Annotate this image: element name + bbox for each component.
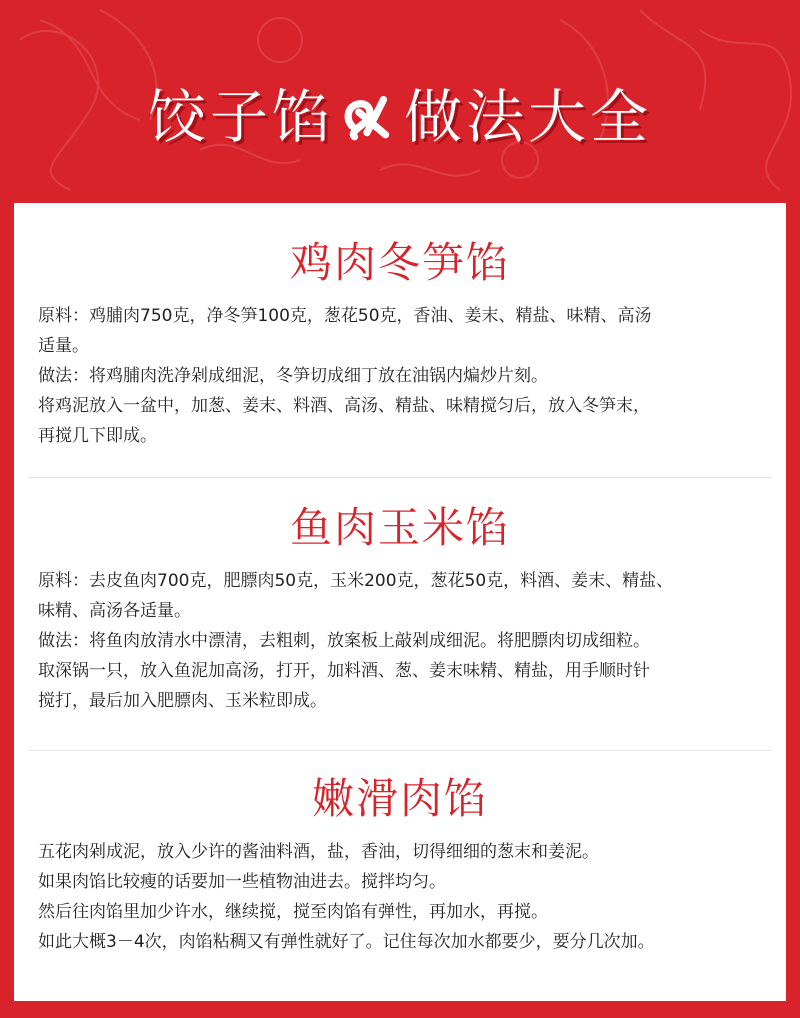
recipe-card: [14, 203, 786, 1001]
body-line: 取深锅一只，放入鱼泥加高汤，打开，加料酒、葱、姜末味精、精盐，用手顺时针: [38, 661, 650, 681]
body-line: 适量。: [38, 336, 89, 356]
recipe-section-chicken: [38, 203, 762, 478]
body-line: 搅打，最后加入肥膘肉、玉米粒即成。: [38, 691, 327, 711]
body-line: 如果肉馅比较瘦的话要加一些植物油进去。搅拌均匀。: [38, 872, 446, 892]
section-title: 嫩滑肉馅: [311, 774, 488, 823]
body-line: 然后往肉馅里加少许水，继续搅，搅至肉馅有弹性，再加水，再搅。: [38, 902, 548, 922]
section-body: [38, 837, 762, 957]
section-body: [38, 301, 762, 451]
section-title: 鸡肉冬笋馅: [289, 238, 510, 287]
body-line: 做法：将鱼肉放清水中漂清，去粗刺，放案板上敲剁成细泥。将肥膘肉切成细粒。: [38, 631, 650, 651]
body-line: 原料：去皮鱼肉700克，肥膘肉50克，玉米200克，葱花50克，料酒、姜末、精盐、: [38, 571, 674, 591]
recipe-section-fish: [38, 478, 762, 751]
body-line: 五花肉剁成泥，放入少许的酱油料酒，盐，香油，切得细细的葱末和姜泥。: [38, 842, 599, 862]
body-line: 做法：将鸡脯肉洗净剁成细泥，冬笋切成细丁放在油锅内煸炒片刻。: [38, 366, 548, 386]
title-part-1: 饺子馅: [147, 83, 334, 151]
section-body: [38, 566, 762, 716]
body-line: 将鸡泥放入一盆中，加葱、姜末、料酒、高汤、精盐、味精搅匀后，放入冬笋末，: [38, 396, 650, 416]
header-banner: [0, 0, 800, 200]
body-line: 味精、高汤各适量。: [38, 601, 191, 621]
body-line: 原料：鸡脯肉750克，净冬笋100克，葱花50克，香油、姜末、精盐、味精、高汤: [38, 306, 652, 326]
body-line: 再搅几下即成。: [38, 426, 157, 446]
recipe-section-pork: [38, 751, 762, 1001]
page-title: [0, 66, 800, 158]
title-part-2: 做法大全: [404, 83, 653, 151]
section-title: 鱼肉玉米馅: [289, 503, 510, 552]
ampersand-icon: [338, 81, 400, 143]
body-line: 如此大概3－4次，肉馅粘稠又有弹性就好了。记住每次加水都要少，要分几次加。: [38, 932, 655, 952]
